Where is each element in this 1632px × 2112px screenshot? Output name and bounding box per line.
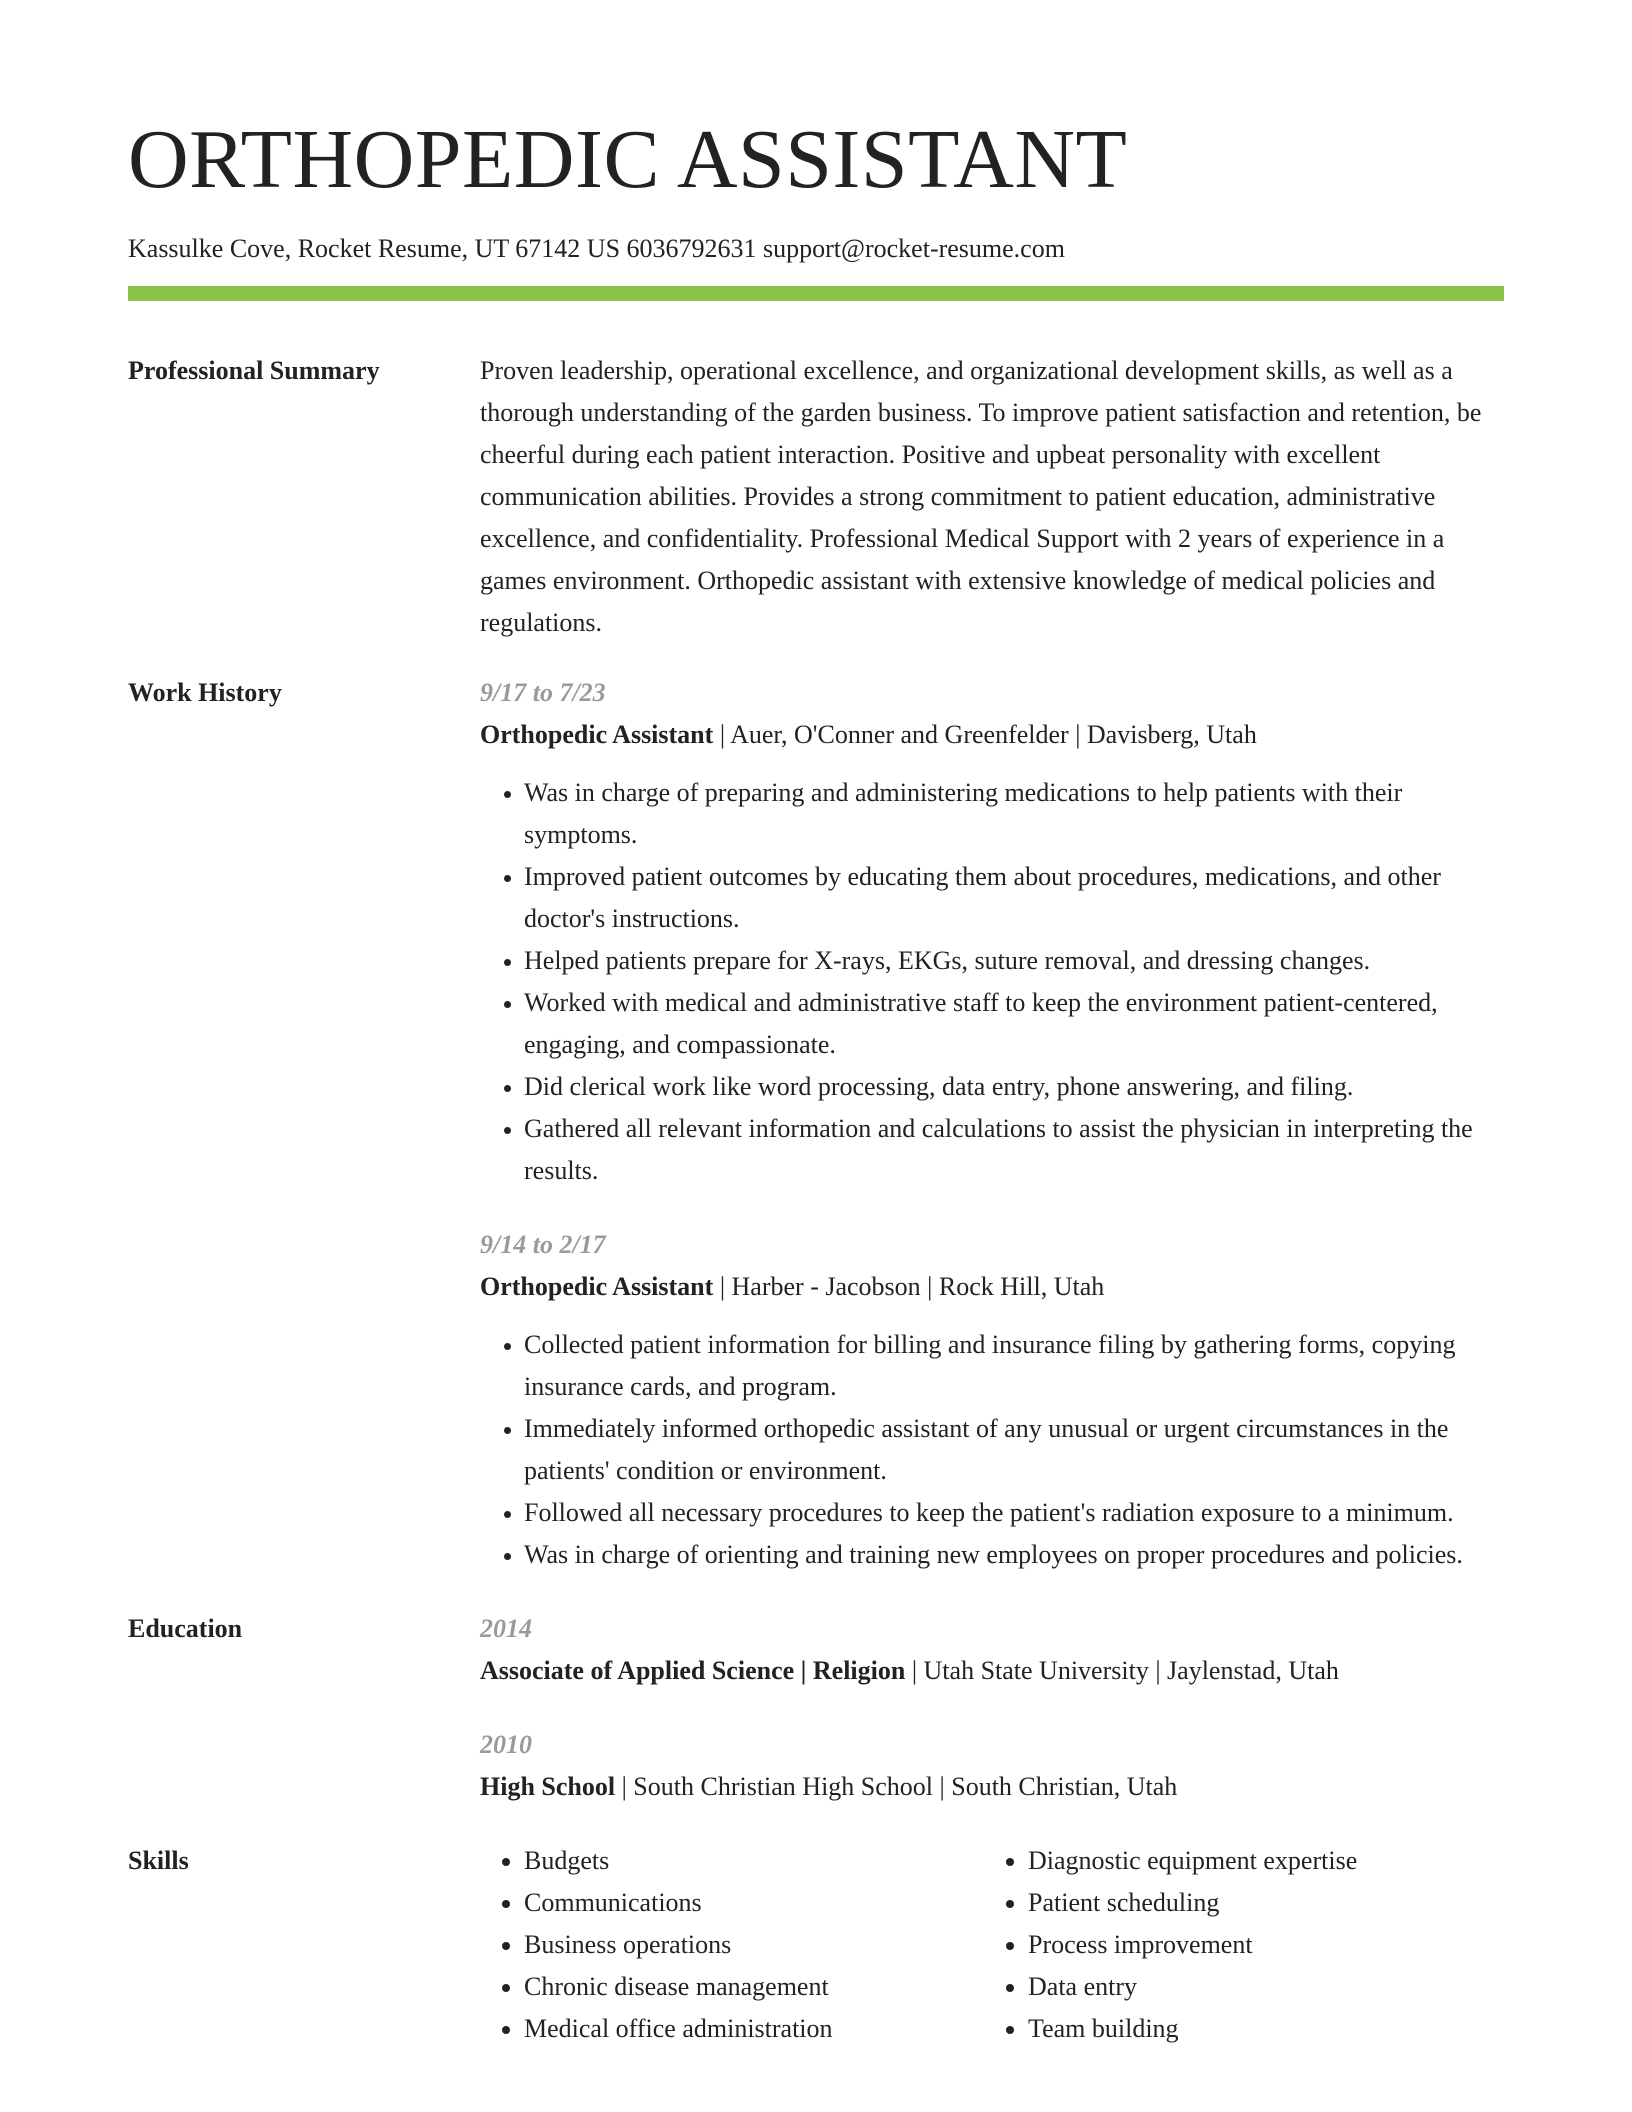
summary-body xyxy=(480,350,1504,644)
education-line xyxy=(480,1650,1504,1692)
work-bullet: • Collected patient information for billing and insurance filing by gathering forms, copying insurance cards, and program. xyxy=(524,1324,1504,1408)
work-bullet: • Improved patient outcomes by educating them about procedures, medications, and other doctor's instructions. xyxy=(524,856,1504,940)
work-bullet: • Was in charge of preparing and administering medications to help patients with their symptoms. xyxy=(524,772,1504,856)
work-role-line xyxy=(480,1266,1504,1308)
skill-item: • Diagnostic equipment expertise xyxy=(1028,1840,1488,1882)
work-role: Orthopedic Assistant xyxy=(480,1272,714,1301)
skill-item: • Budgets xyxy=(524,1840,984,1882)
education-entry xyxy=(480,1724,1504,1808)
education-body xyxy=(480,1608,1504,1808)
education-entry xyxy=(480,1608,1504,1692)
work-bullet: • Gathered all relevant information and calculations to assist the physician in interpreting the results. xyxy=(524,1108,1504,1192)
skill-item: • Business operations xyxy=(524,1924,984,1966)
work-date: 9/14 to 2/17 xyxy=(480,1230,606,1259)
education-line xyxy=(480,1766,1504,1808)
education-degree: High School xyxy=(480,1772,616,1801)
work-bullet: • Was in charge of orienting and training new employees on proper procedures and policies. xyxy=(524,1534,1504,1576)
summary-text: Proven leadership, operational excellence, and organizational development skills, as well as a thorough understanding of the garden business. To improve patient satisfaction and retention, be cheerful during each patient interaction. Positive and upbeat personality with excellent communication abilities. Provides a strong commitment to patient education, administrative excellence, and confidentiality. Professional Medical Support with 2 years of experience in a games environment. Orthopedic assistant with extensive knowledge of medical policies and regulations. xyxy=(480,356,1482,637)
work-entry xyxy=(480,672,1504,1192)
work-details: | Auer, O'Conner and Greenfelder | Davisberg, Utah xyxy=(713,720,1257,749)
accent-divider xyxy=(128,286,1504,301)
work-date: 9/17 to 7/23 xyxy=(480,678,606,707)
skills-body xyxy=(480,1840,1504,2050)
work-role-line xyxy=(480,714,1504,756)
skill-item: • Data entry xyxy=(1028,1966,1488,2008)
skills-column-right xyxy=(984,1840,1488,2050)
work-history-body xyxy=(480,672,1504,1576)
work-bullet: • Did clerical work like word processing, data entry, phone answering, and filing. xyxy=(524,1066,1504,1108)
skill-item: • Patient scheduling xyxy=(1028,1882,1488,1924)
summary-heading: Professional Summary xyxy=(128,356,380,385)
skill-item: • Communications xyxy=(524,1882,984,1924)
work-role: Orthopedic Assistant xyxy=(480,720,714,749)
work-history-heading: Work History xyxy=(128,678,282,707)
education-details: | Utah State University | Jaylenstad, Utah xyxy=(905,1656,1339,1685)
work-bullet: • Worked with medical and administrative staff to keep the environment patient-centered, engaging, and compassionate. xyxy=(524,982,1504,1066)
work-details: | Harber - Jacobson | Rock Hill, Utah xyxy=(713,1272,1105,1301)
work-bullet: • Immediately informed orthopedic assistant of any unusual or urgent circumstances in the patients' condition or environment. xyxy=(524,1408,1504,1492)
work-bullet: • Helped patients prepare for X-rays, EKGs, suture removal, and dressing changes. xyxy=(524,940,1504,982)
skills-grid xyxy=(480,1840,1504,2050)
work-entry xyxy=(480,1224,1504,1576)
skills-heading: Skills xyxy=(128,1846,189,1875)
work-bullets xyxy=(480,1324,1504,1576)
education-date: 2014 xyxy=(480,1614,532,1643)
work-bullet: • Followed all necessary procedures to keep the patient's radiation exposure to a minimum. xyxy=(524,1492,1504,1534)
education-details: | South Christian High School | South Christian, Utah xyxy=(615,1772,1178,1801)
education-date: 2010 xyxy=(480,1730,532,1759)
skills-section xyxy=(128,1840,1504,2050)
education-heading: Education xyxy=(128,1614,243,1643)
resume-title: ORTHOPEDIC ASSISTANT xyxy=(128,113,1128,206)
education-section xyxy=(128,1608,1504,1808)
skill-item: • Process improvement xyxy=(1028,1924,1488,1966)
work-history-section xyxy=(128,672,1504,1576)
skills-column-left xyxy=(480,1840,984,2050)
skill-item: • Team building xyxy=(1028,2008,1488,2050)
skill-item: • Chronic disease management xyxy=(524,1966,984,2008)
contact-line: Kassulke Cove, Rocket Resume, UT 67142 US 6036792631 support@rocket-resume.com xyxy=(128,234,1065,263)
summary-section xyxy=(128,350,1504,644)
skill-item: • Medical office administration xyxy=(524,2008,984,2050)
education-degree: Associate of Applied Science | Religion xyxy=(480,1656,906,1685)
resume-sections xyxy=(128,350,1504,2050)
work-bullets xyxy=(480,772,1504,1192)
